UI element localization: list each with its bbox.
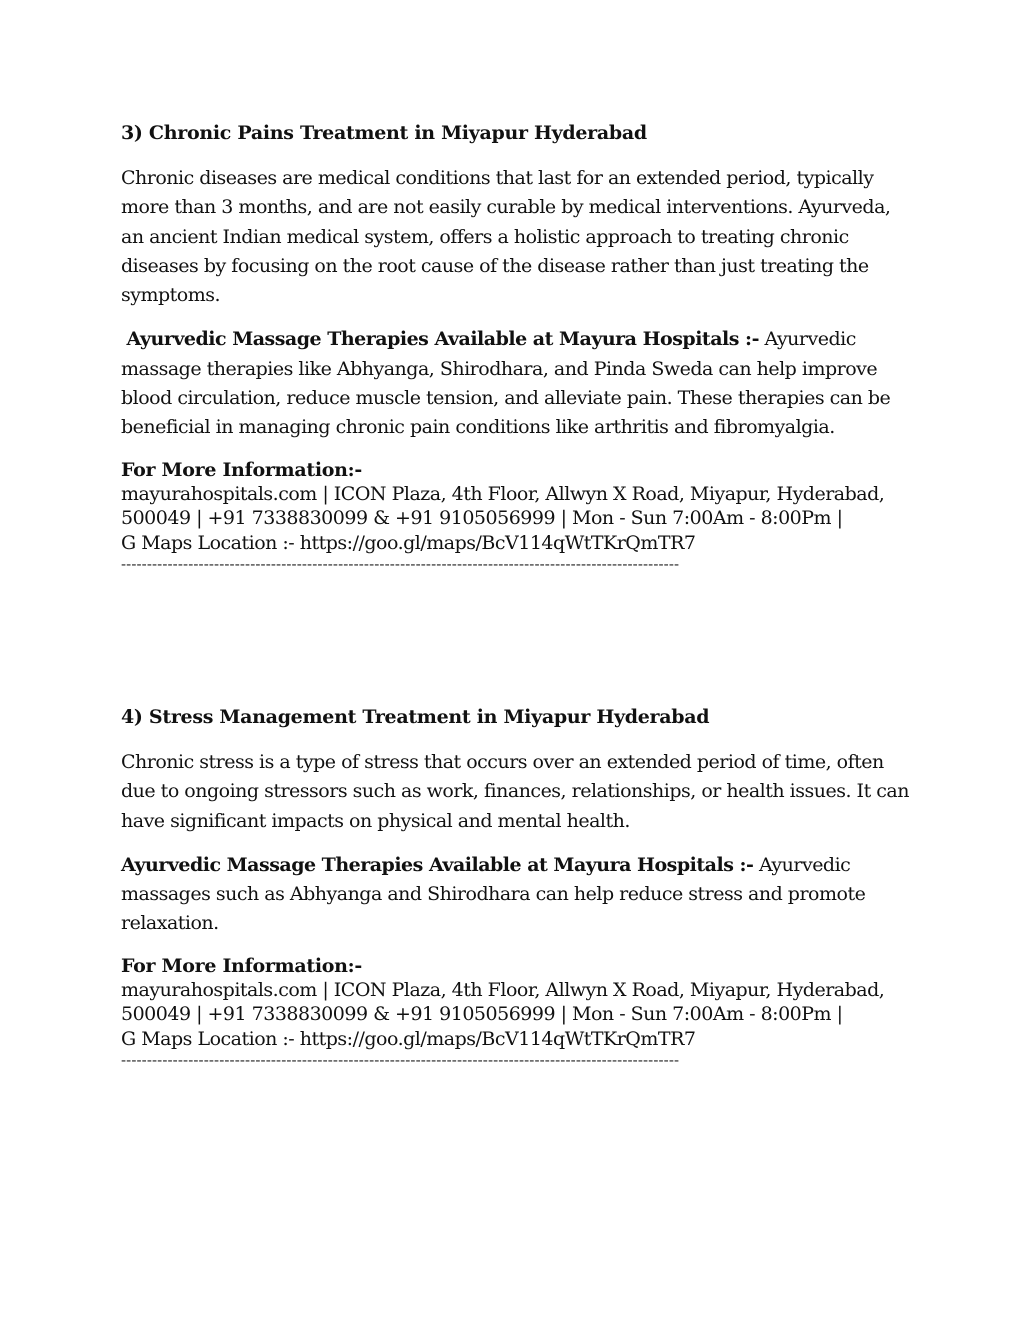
info-address: mayurahospitals.com | ICON Plaza, 4th Floor, Allwyn X Road, Miyapur, Hyderabad, — [121, 978, 885, 1001]
section-heading: 4) Stress Management Treatment in Miyapur Hyderabad — [121, 706, 710, 728]
info-contact: 500049 | +91 7338830099 & +91 9105056999 | Mon - Sun 7:00Am - 8:00Pm | — [121, 507, 843, 530]
info-contact: 500049 | +91 7338830099 & +91 9105056999 | Mon - Sun 7:00Am - 8:00Pm | — [121, 1003, 843, 1026]
section-intro: Chronic stress is a type of stress that occurs over an extended period of time, often due to ongoing stressors such as work, finances, relationships, or health issues. It can have significant impacts on physical and mental health. — [121, 751, 909, 832]
therapy-label: Ayurvedic Massage Therapies Available at Mayura Hospitals :- — [126, 328, 759, 351]
therapy-label: Ayurvedic Massage Therapies Available at Mayura Hospitals :- — [121, 853, 754, 876]
therapy-text: Ayurvedic massage therapies like Abhyanga, Shirodhara, and Pinda Sweda can help improve blood circulation, reduce muscle tension, and alleviate pain. These therapies can be beneficial in managing chronic pain conditions like arthritis and fibromyalgia. — [121, 328, 891, 439]
section-stress-management — [121, 705, 911, 1070]
info-maps-location[interactable]: G Maps Location :- https://goo.gl/maps/BcV114qWtTKrQmTR7 — [121, 1027, 696, 1050]
info-heading: For More Information:- — [121, 458, 362, 481]
therapy-paragraph — [121, 325, 911, 442]
section-heading: 3) Chronic Pains Treatment in Miyapur Hyderabad — [121, 122, 647, 144]
info-heading: For More Information:- — [121, 954, 362, 977]
therapy-text: Ayurvedic massages such as Abhyanga and Shirodhara can help reduce stress and promote relaxation. — [121, 853, 866, 935]
section-intro: Chronic diseases are medical conditions that last for an extended period, typically more than 3 months, and are not easily curable by medical interventions. Ayurveda, an ancient Indian medical system, offers a holistic approach to treating chronic diseases by focusing on the root cause of the disease rather than just treating the symptoms. — [121, 167, 891, 307]
therapy-paragraph — [121, 851, 911, 939]
section-divider: ------------------------------------------------------------------------------------------------------------ — [121, 1051, 680, 1070]
info-address: mayurahospitals.com | ICON Plaza, 4th Floor, Allwyn X Road, Miyapur, Hyderabad, — [121, 482, 885, 505]
info-maps-location[interactable]: G Maps Location :- https://goo.gl/maps/BcV114qWtTKrQmTR7 — [121, 531, 696, 554]
section-divider: ------------------------------------------------------------------------------------------------------------ — [121, 555, 680, 574]
section-chronic-pains — [121, 121, 911, 574]
